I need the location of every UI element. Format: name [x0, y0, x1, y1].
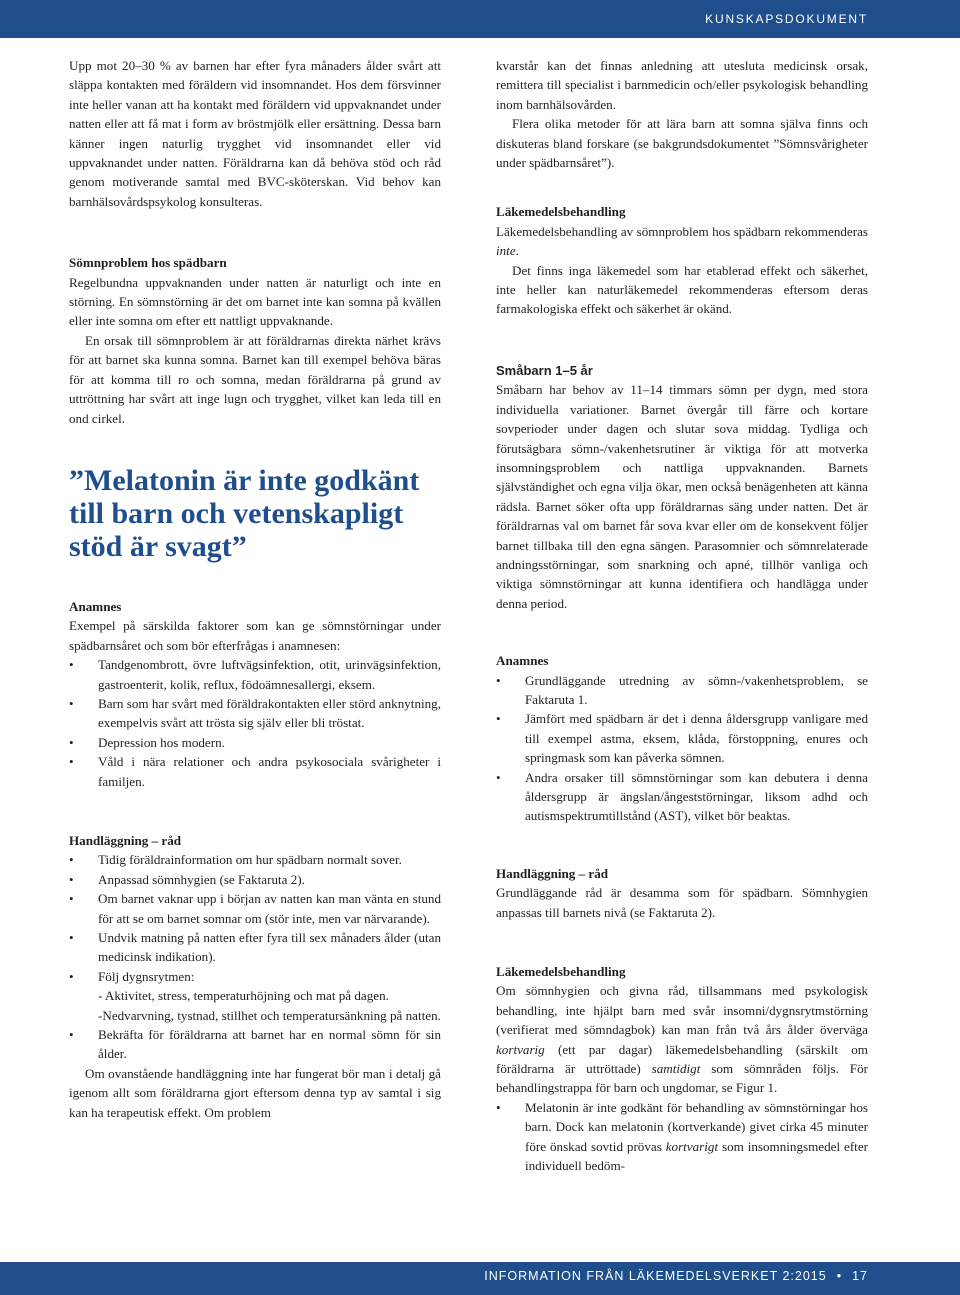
header-bar [0, 0, 960, 38]
list-item: • Om barnet vaknar upp i början av natten kan man vänta en stund för att se om barnet somnar om (stör inte, men var närvarande). [69, 889, 441, 928]
footer-text [484, 1269, 868, 1283]
intro-paragraph: Upp mot 20–30 % av barnen har efter fyra månaders ålder svårt att släppa kontakten med föräldern vid insomnandet. Hos dem försvinner inte heller vanan att ha kontakt med föräldern vid uppvaknandet under natten eller att få mat i form av bröstmjölk eller ersättning. Dessa barn känner ingen naturlig trygghet vid insomnandet eller vid uppvaknandet under natten. Föräldrarna kan då behöva stöd och råd genom motiverande samtal med BVC-sköterskan. Vid behov kan barnhälsovårdspsykolog konsulteras. [69, 58, 441, 209]
list-item [69, 967, 441, 1025]
heading-handlaggning-right: Handläggning – råd [496, 865, 609, 881]
heading-sleep-problems: Sömnproblem hos spädbarn [69, 255, 227, 271]
left-column [69, 56, 441, 1122]
list-item: • Grundläggande utredning av sömn-/vakenhetsproblem, se Faktaruta 1. [496, 671, 868, 710]
list-item: • Tidig föräldrainformation om hur spädbarn normalt sover. [69, 850, 441, 869]
emphasis-samtidigt: samtidigt [651, 1061, 701, 1077]
heading-anamnes-left: Anamnes [69, 598, 122, 614]
dygnsrytm-sub-1: - Aktivitet, stress, temperaturhöjning och mat på dagen. [98, 988, 389, 1004]
continued-paragraph: kvarstår kan det finnas anledning att utesluta medicinsk orsak, remittera till specialist i barnmedicin och/eller psykologisk behandling inom barnhälsovården. [496, 58, 868, 112]
anamnes-list-right [496, 671, 868, 826]
heading-smabarn: Småbarn 1–5 år [496, 362, 593, 378]
publication-label: INFORMATION FRÅN LÄKEMEDELSVERKET 2:2015 [484, 1269, 827, 1283]
list-item: • Barn som har svårt med föräldrakontakten eller störd anknytning, exempelvis svårt att trösta sig själv eller bli tröstat. [69, 694, 441, 733]
methods-paragraph: Flera olika metoder för att lära barn att somna själva finns och diskuteras bland forskare (se bakgrundsdokumentet ”Sömnsvårigheter under spädbarnsåret”). [496, 116, 868, 171]
list-item: • Våld i nära relationer och andra psykosociala svårigheter i familjen. [69, 752, 441, 791]
list-item: • Depression hos modern. [69, 733, 441, 752]
right-column [496, 56, 868, 1176]
pull-quote: ”Melatonin är inte godkänt till barn och vetenskapligt stöd är svagt” [69, 463, 420, 563]
closing-paragraph: Om ovanstående handläggning inte har fungerat bör man i detalj gå igenom allt som föräldrarna gjort eftersom denna typ av samtal i sig kan ha terapeutisk effekt. Om problem [69, 1065, 441, 1120]
heading-lakemedel-2: Läkemedelsbehandling [496, 964, 626, 980]
sleep-paragraph-2: En orsak till sömnproblem är att föräldrarnas direkta närhet krävs för att barnet ska kunna somna. Barnet kan till exempel behöva bäras för att komma till ro och somna, medan föräldrarna på grund av uttröttning har svårt att inge lugn och trygghet, vilket kan leda till en ond cirkel. [69, 332, 441, 426]
list-item: • Bekräfta för föräldrarna att barnet har en normal sömn för sin ålder. [69, 1025, 441, 1064]
list-item: • Melatonin är inte godkänt för behandling av sömnstörningar hos barn. Dock kan melatonin (kortverkande) givet cirka 45 minuter före önskad sovtid prövas kortvarigt som insomningsmedel efter individuell bedöm- [496, 1098, 868, 1176]
lakemedel-paragraph-1: Läkemedelsbehandling av sömnproblem hos spädbarn rekommenderas inte. [496, 223, 868, 259]
anamnes-list-left [69, 655, 441, 791]
heading-handlaggning-left: Handläggning – råd [69, 832, 182, 848]
list-item: • Andra orsaker till sömnstörningar som kan debutera i denna åldersgrupp är ängslan/ångeststörningar, liksom adhd och autismspektrumtillstånd (AST), vilket bör beaktas. [496, 768, 868, 826]
list-item: • Jämfört med spädbarn är det i denna åldersgrupp vanligare med till exempel astma, eksem, klåda, förstoppning, enures och springmask som kan påverka sömnen. [496, 709, 868, 767]
emphasis-inte: inte [496, 243, 516, 259]
melatonin-list [496, 1098, 868, 1176]
list-item: • Anpassad sömnhygien (se Faktaruta 2). [69, 870, 441, 889]
emphasis-kortvarigt: kortvarigt [665, 1138, 719, 1154]
lakemedel-paragraph-3: Om sömnhygien och givna råd, tillsammans med psykologisk behandling, inte hjälpt barn med svår insomni/dygnsrytmstörning (verifierat med sömndagbok) kan man från två års ålder överväga kortvarig (ett par dagar) läkemedelsbehandling (särskilt om föräldrarna är uttröttade) samtidigt som sömnråden följs. För behandlingstrappa för barn och ungdomar, se Figur 1. [496, 983, 868, 1096]
footer-bar [0, 1262, 960, 1295]
list-item: • Tandgenombrott, övre luftvägsinfektion, otit, urinvägsinfektion, gastroenterit, kolik, reflux, födoämnesallergi, eksem. [69, 655, 441, 694]
separator-dot: • [836, 1269, 843, 1283]
document-type-label: KUNSKAPSDOKUMENT [705, 12, 868, 26]
sleep-paragraph-1: Regelbundna uppvaknanden under natten är naturligt och inte en störning. En sömnstörning är det om barnet inte kan somna på kvällen eller inte somna om efter ett nattligt uppvaknande. [69, 274, 441, 329]
heading-lakemedel-1: Läkemedelsbehandling [496, 204, 626, 220]
list-item: • Undvik matning på natten efter fyra till sex månaders ålder (utan medicinsk indikation). [69, 928, 441, 967]
emphasis-kortvarig: kortvarig [496, 1041, 545, 1057]
heading-anamnes-right: Anamnes [496, 653, 549, 669]
page-number: 17 [852, 1269, 868, 1283]
dygnsrytm-label: Följ dygnsrytmen: [98, 968, 195, 984]
lakemedel-paragraph-2: Det finns inga läkemedel som har etablerad effekt och säkerhet, inte heller kan naturläkemedel rekommenderas eftersom deras farmakologiska effekt och säkerhet är okänd. [496, 262, 868, 317]
dygnsrytm-sub-2: -Nedvarvning, tystnad, stillhet och temperatursänkning på natten. [98, 1007, 441, 1023]
handlaggning-list-left [69, 850, 441, 1063]
handlaggning-paragraph: Grundläggande råd är desamma som för spädbarn. Sömnhygien anpassas till barnets nivå (se Faktaruta 2). [496, 885, 868, 920]
anamnes-intro: Exempel på särskilda faktorer som kan ge sömnstörningar under spädbarnsåret och som bör efterfrågas i anamnesen: [69, 618, 441, 653]
smabarn-paragraph: Småbarn har behov av 11–14 timmars sömn per dygn, med stora individuella variationer. Barnet övergår till färre och kortare sovperioder under dagen och slutar sova middag. Tydliga och förutsägbara sömn-/vakenhetsrutiner är viktiga för att motverka insomningsproblem och nattliga uppvaknanden. Barnets självständighet och egna vilja ökar, men också benägenheten att känna rädsla. Barnet söker ofta upp föräldrarnas säng under natten. Det är föräldrarnas val om barnet får sova kvar eller om de konsekvent följer barnet tillbaka till den egna sängen. Parasomnier och sömnrelaterade andningsstörningar, som snarkning och apné, tillhör vanliga och viktiga sömnstörningar att kunna identifiera och handlägga under denna period. [496, 382, 868, 611]
